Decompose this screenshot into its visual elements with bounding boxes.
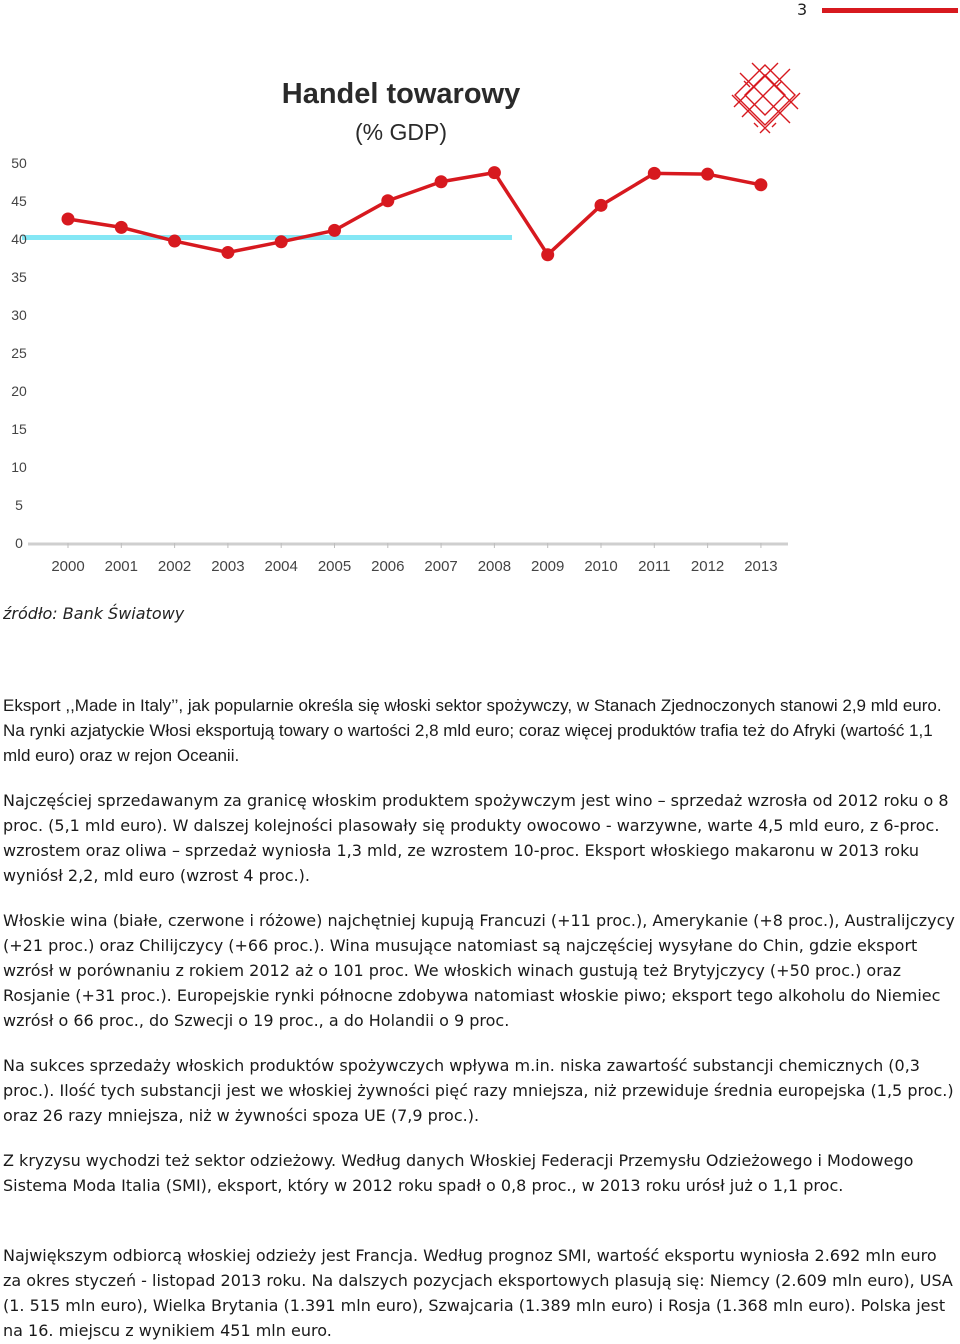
x-tick-label: 2001 (104, 558, 138, 575)
data-point (648, 167, 661, 180)
y-tick-label: 25 (11, 345, 27, 361)
chart-source-caption: źródło: Bank Światowy (3, 604, 185, 623)
data-point (221, 246, 234, 259)
page-number: 3 (797, 0, 808, 19)
data-point (701, 168, 714, 181)
data-point (754, 178, 767, 191)
y-tick-label: 0 (15, 535, 23, 551)
data-point (115, 221, 128, 234)
paragraph-chemicals: Na sukces sprzedaży włoskich produktów spożywczych wpływa m.in. niska zawartość substancji chemicznych (0,3 proc.). Ilość tych substancji jest we włoskiej żywności pięć razy mniejsza, niż przewiduje średnia europejska (1,5 proc.) oraz 26 razy mniejsza, niż w żywności spoza UE (7,9 proc.). (3, 1056, 954, 1125)
chart-subtitle: (% GDP) (355, 119, 447, 145)
x-tick-label: 2011 (638, 558, 671, 575)
paragraph-wine-sales: Najczęściej sprzedawanym za granicę włoskim produktem spożywczym jest wino – sprzedaż wzrosła od 2012 roku o 8 proc. (5,1 mld euro). W dalszej kolejności plasowały się produkty owocowo - warzywne, warte 4,5 mld euro, z 6-proc. wzrostem oraz oliwa – sprzedaż wyniosła 1,3 mld, ze wzrostem 10-proc. Eksport włoskiego makaronu w 2013 roku wyniósł 2,2, mld euro (wzrost 4 proc.). (3, 791, 949, 885)
data-point (381, 194, 394, 207)
y-tick-label: 5 (15, 497, 23, 513)
y-tick-label: 40 (11, 231, 27, 247)
data-point (595, 199, 608, 212)
header-rule (822, 8, 958, 13)
chart-title: Handel towarowy (281, 78, 521, 110)
highlight-band (22, 235, 512, 240)
x-tick-label: 2005 (317, 558, 352, 575)
x-tick-label: 2007 (424, 558, 458, 575)
x-tick-label: 2002 (157, 558, 192, 575)
y-tick-label: 10 (11, 459, 27, 475)
x-tick-label: 2003 (211, 558, 245, 575)
paragraph-export-markets: Eksport ,,Made in Italy’’, jak popularnie określa się włoski sektor spożywczy, w Stanach Zjednoczonych stanowi 2,9 mld euro. Na rynki azjatyckie Włosi eksportują towary o wartości 2,8 mld euro; coraz więcej produktów trafia też do Afryki (wartość 1,1 mld euro) oraz w rejon Oceanii. (3, 696, 942, 765)
paragraph-clothing-buyers: Największym odbiorcą włoskiej odzieży jest Francja. Według prognoz SMI, wartość eksportu wyniosła 2.692 mln euro za okres styczeń - listopad 2013 roku. Na dalszych pozycjach eksportowych plasują się: Niemcy (2.609 mln euro), USA (1. 515 mln euro), Wielka Brytania (1.391 mln euro), Szwajcaria (1.389 mln euro) i Rosja (1.368 mln euro). Polska jest na 16. miejscu z wynikiem 451 mln euro. (3, 1246, 953, 1340)
y-tick-label: 50 (11, 155, 27, 171)
data-point (328, 224, 341, 237)
data-point (488, 166, 501, 179)
paragraph-wine-buyers: Włoskie wina (białe, czerwone i różowe) najchętniej kupują Francuzi (+11 proc.), Amerykanie (+8 proc.), Australijczycy (+21 proc.) oraz Chilijczycy (+66 proc.). Wina musujące natomiast są najczęściej wysyłane do Chin, gdzie eksport wzrósł w porównaniu z rokiem 2012 aż o 101 proc. We włoskich winach gustują też Brytyjczycy (+50 proc.) oraz Rosjanie (+31 proc.). Europejskie rynki północne zdobywa natomiast włoskie piwo; eksport tego alkoholu do Niemiec wzrósł o 66 proc., do Szwecji o 19 proc., a do Holandii o 9 proc. (3, 911, 955, 1030)
x-tick-label: 2000 (51, 558, 85, 575)
paragraph-clothing-sector: Z kryzysu wychodzi też sektor odzieżowy. Według danych Włoskiej Federacji Przemysłu Odzieżowego i Modowego Sistema Moda Italia (SMI), eksport, który w 2012 roku spadł o 0,8 proc., w 2013 roku urósł już o 1,1 proc. (3, 1151, 914, 1195)
decorative-logo (732, 63, 800, 133)
plot-area (11, 155, 788, 575)
x-tick-label: 2009 (531, 558, 565, 575)
y-tick-label: 35 (11, 269, 27, 285)
y-tick-label: 20 (11, 383, 27, 399)
chart-svg (0, 55, 830, 585)
data-point (168, 235, 181, 248)
trade-chart (0, 55, 830, 585)
data-point (435, 175, 448, 188)
x-tick-label: 2004 (264, 558, 298, 575)
x-tick-label: 2012 (690, 558, 725, 575)
data-point (275, 235, 288, 248)
x-tick-label: 2010 (584, 558, 618, 575)
y-tick-label: 45 (11, 193, 27, 209)
data-point (62, 213, 75, 226)
y-tick-label: 30 (11, 307, 27, 323)
x-tick-label: 2013 (744, 558, 778, 575)
x-tick-label: 2008 (477, 558, 512, 575)
x-tick-label: 2006 (371, 558, 405, 575)
y-tick-label: 15 (11, 421, 27, 437)
data-point (541, 248, 554, 261)
